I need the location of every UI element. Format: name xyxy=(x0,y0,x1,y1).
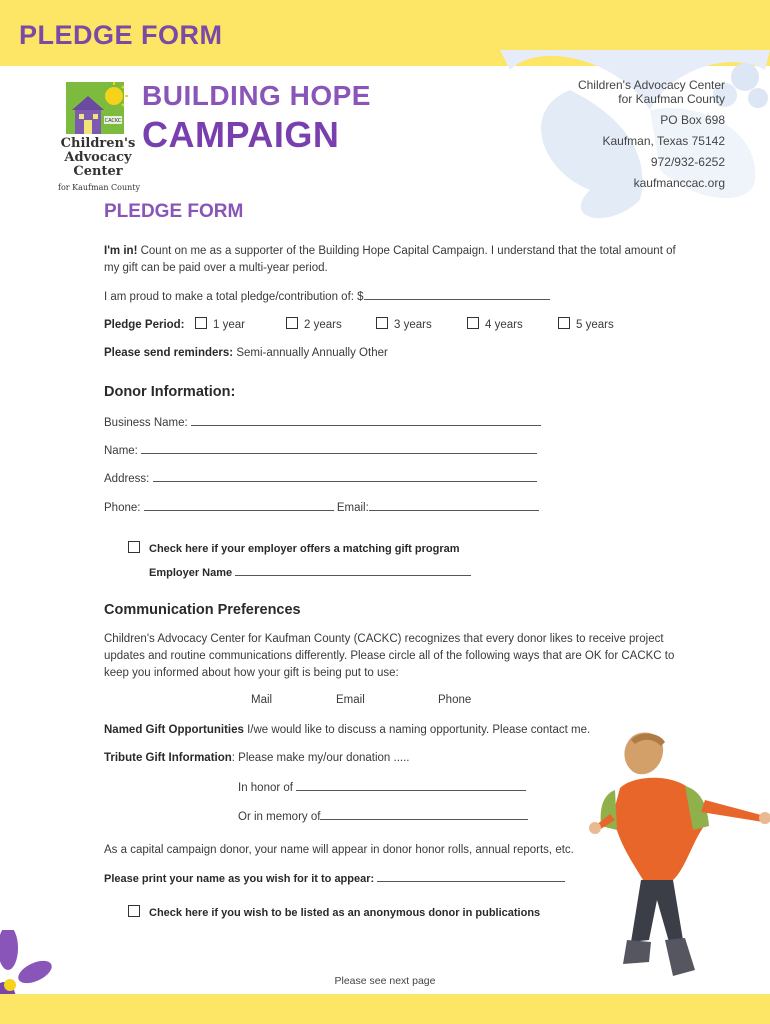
phone-email-row xyxy=(104,499,539,517)
footer-note: Please see next page xyxy=(334,975,436,987)
employer-name-field[interactable] xyxy=(235,564,471,576)
checkbox-icon[interactable] xyxy=(195,317,207,329)
donor-rolls-text: As a capital campaign donor, your name will appear in donor honor rolls, annual reports, etc. xyxy=(104,844,574,856)
named-gift-label: Named Gift Opportunities xyxy=(104,724,244,736)
child-jumping-image xyxy=(565,730,770,1010)
option-phone[interactable]: Phone xyxy=(438,694,472,706)
name-field[interactable] xyxy=(141,442,537,454)
tribute-text: : Please make my/our donation ..... xyxy=(231,752,410,764)
pledge-period-label: Pledge Period: xyxy=(104,319,185,331)
org-address-block xyxy=(578,78,725,190)
phone-label: Phone: xyxy=(104,502,141,514)
print-name-field[interactable] xyxy=(377,870,565,882)
pledge-amount-label: I am proud to make a total pledge/contribution of: $ xyxy=(104,291,364,303)
print-name-row xyxy=(104,870,565,888)
intro-text: Count on me as a supporter of the Building Hope Capital Campaign. I understand that the total amount of my gift can be paid over a multi-year period. xyxy=(104,245,676,274)
tribute-row xyxy=(104,750,409,767)
checkbox-icon[interactable] xyxy=(286,317,298,329)
in-honor-field[interactable] xyxy=(296,779,526,791)
org-name-line-2: for Kaufman County xyxy=(618,92,725,106)
period-option-3[interactable]: 3 years xyxy=(376,317,432,331)
checkbox-icon[interactable] xyxy=(376,317,388,329)
campaign-title-line-2: CAMPAIGN xyxy=(142,114,340,155)
campaign-title-line-1: BUILDING HOPE xyxy=(142,80,371,111)
business-name-label: Business Name: xyxy=(104,417,188,429)
address-row xyxy=(104,470,537,488)
donor-info-heading: Donor Information: xyxy=(104,384,236,400)
form-title: PLEDGE FORM xyxy=(104,201,244,222)
bottom-banner xyxy=(0,994,770,1024)
period-option-4[interactable]: 4 years xyxy=(467,317,523,331)
period-option-2[interactable]: 2 years xyxy=(286,317,342,331)
name-row xyxy=(104,442,537,460)
org-website[interactable]: kaufmanccac.org xyxy=(633,176,725,190)
logo-line-2: Advocacy Center xyxy=(64,150,132,179)
banner-title: PLEDGE FORM xyxy=(19,20,223,50)
employer-name-label: Employer Name xyxy=(149,567,233,579)
intro-paragraph xyxy=(104,243,679,277)
checkbox-icon[interactable] xyxy=(467,317,479,329)
logo-line-3: for Kaufman County xyxy=(58,183,141,192)
anonymous-check[interactable]: Check here if you wish to be listed as an anonymous donor in publications xyxy=(128,905,540,919)
option-email[interactable]: Email xyxy=(336,694,365,706)
phone-field[interactable] xyxy=(144,499,334,511)
logo-wordmark xyxy=(46,137,150,194)
reminders-options: Semi-annually Annually Other xyxy=(233,347,388,359)
communication-text: Children's Advocacy Center for Kaufman County (CACKC) recognizes that every donor likes to receive project updates and routine communications differently. Please circle all of the following ways that are OK for CACKC to keep you informed about how your gift is being put to use: xyxy=(104,633,675,679)
reminders-label: Please send reminders: xyxy=(104,347,234,359)
address-label: Address: xyxy=(104,473,150,485)
logo-badge-text: CACKC xyxy=(104,118,122,124)
checkbox-icon[interactable] xyxy=(128,541,140,553)
logo-line-1: Children's xyxy=(60,136,136,151)
address-field[interactable] xyxy=(153,470,537,482)
po-box: PO Box 698 xyxy=(660,113,725,127)
period-option-1[interactable]: 1 year xyxy=(195,317,245,331)
option-mail[interactable]: Mail xyxy=(251,694,273,706)
in-memory-row xyxy=(238,808,528,826)
pledge-amount-row xyxy=(104,288,550,306)
name-label: Name: xyxy=(104,445,138,457)
communication-heading: Communication Preferences xyxy=(104,602,301,618)
print-name-label: Please print your name as you wish for it to appear: xyxy=(104,873,375,885)
in-memory-field[interactable] xyxy=(320,808,528,820)
business-name-field[interactable] xyxy=(191,414,541,426)
business-name-row xyxy=(104,414,541,432)
tribute-label: Tribute Gift Information xyxy=(104,752,232,764)
period-option-5[interactable]: 5 years xyxy=(558,317,614,331)
checkbox-icon[interactable] xyxy=(558,317,570,329)
employer-name-row xyxy=(149,564,471,582)
intro-bold: I'm in! xyxy=(104,245,138,257)
reminders-row xyxy=(104,345,388,362)
in-honor-label: In honor of xyxy=(238,782,293,794)
in-honor-row xyxy=(238,779,526,797)
city-state-zip: Kaufman, Texas 75142 xyxy=(602,134,725,148)
org-phone: 972/932-6252 xyxy=(650,155,725,169)
email-label: Email: xyxy=(336,502,369,514)
in-memory-label: Or in memory of xyxy=(238,811,321,823)
named-gift-row xyxy=(104,722,590,739)
employer-match-check[interactable]: Check here if your employer offers a matching gift program xyxy=(128,541,460,555)
checkbox-icon[interactable] xyxy=(128,905,140,917)
email-field[interactable] xyxy=(369,499,539,511)
pledge-amount-field[interactable] xyxy=(364,288,550,300)
org-name: Children's Advocacy Center xyxy=(577,78,725,92)
named-gift-text: I/we would like to discuss a naming opportunity. Please contact me. xyxy=(243,724,591,736)
